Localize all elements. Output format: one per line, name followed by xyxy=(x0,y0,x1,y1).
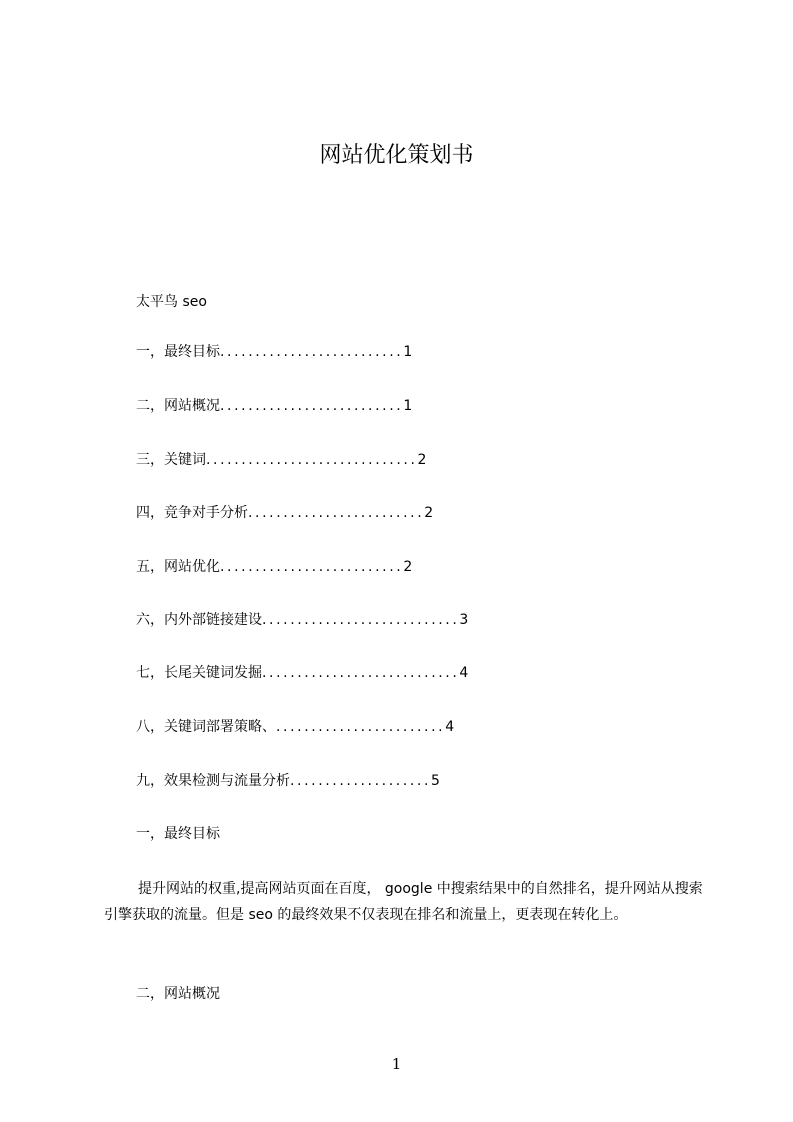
toc-item-page: 2 xyxy=(403,559,413,575)
toc-item-page: 4 xyxy=(459,665,469,681)
toc-item[interactable] xyxy=(136,503,433,523)
toc-item-label: 四，竞争对手分析 xyxy=(136,505,248,521)
toc-item[interactable] xyxy=(136,557,412,577)
toc-leader-dots: .............................. xyxy=(206,452,418,468)
toc-item-page: 1 xyxy=(403,398,413,414)
toc-item-label: 三，关键词 xyxy=(136,452,206,468)
toc-item-page: 5 xyxy=(431,773,440,789)
toc-item-page: 3 xyxy=(459,612,469,628)
toc-item[interactable] xyxy=(136,717,454,737)
toc-item-label: 一，最终目标 xyxy=(136,344,220,360)
document-title: 网站优化策划书 xyxy=(319,143,474,168)
toc-item[interactable] xyxy=(136,342,412,362)
toc-leader-dots: ............................ xyxy=(262,665,460,681)
toc-item-page: 4 xyxy=(445,719,455,735)
toc-item-label: 八，关键词部署策略、 xyxy=(136,719,276,735)
toc-leader-dots: ........................ xyxy=(276,719,446,735)
section-heading-overview: 二，网站概况 xyxy=(136,986,220,1002)
author-line: 太平鸟 seo xyxy=(136,294,207,310)
toc-leader-dots: .......................... xyxy=(220,398,404,414)
toc-leader-dots: ............................ xyxy=(262,612,460,628)
toc-leader-dots: .......................... xyxy=(220,559,404,575)
toc-item[interactable] xyxy=(136,396,412,416)
toc-item-page: 1 xyxy=(403,344,413,360)
toc-item-page: 2 xyxy=(417,452,427,468)
toc-item-label: 五，网站优化 xyxy=(136,559,220,575)
toc-item[interactable] xyxy=(136,450,426,470)
toc-item-page: 2 xyxy=(424,505,434,521)
toc-item-label: 七，长尾关键词发掘 xyxy=(136,665,262,681)
toc-item-label: 九，效果检测与流量分析 xyxy=(136,773,290,789)
toc-leader-dots: .......................... xyxy=(220,344,404,360)
toc-item[interactable] xyxy=(136,771,440,791)
page-number: 1 xyxy=(391,1055,402,1073)
section-body-goal: 提升网站的权重,提高网站页面在百度， google 中搜索结果中的自然排名，提升网站从搜索引擎获取的流量。但是 seo 的最终效果不仅表现在排名和流量上，更表现在转化上。 xyxy=(104,881,703,923)
section-heading-goal: 一，最终目标 xyxy=(136,826,220,842)
toc-leader-dots: .................... xyxy=(290,773,432,789)
toc-item[interactable] xyxy=(136,610,468,630)
toc-item-label: 六，内外部链接建设 xyxy=(136,612,262,628)
toc-leader-dots: ......................... xyxy=(248,505,425,521)
toc-item-label: 二，网站概况 xyxy=(136,398,220,414)
toc-item[interactable] xyxy=(136,663,468,683)
